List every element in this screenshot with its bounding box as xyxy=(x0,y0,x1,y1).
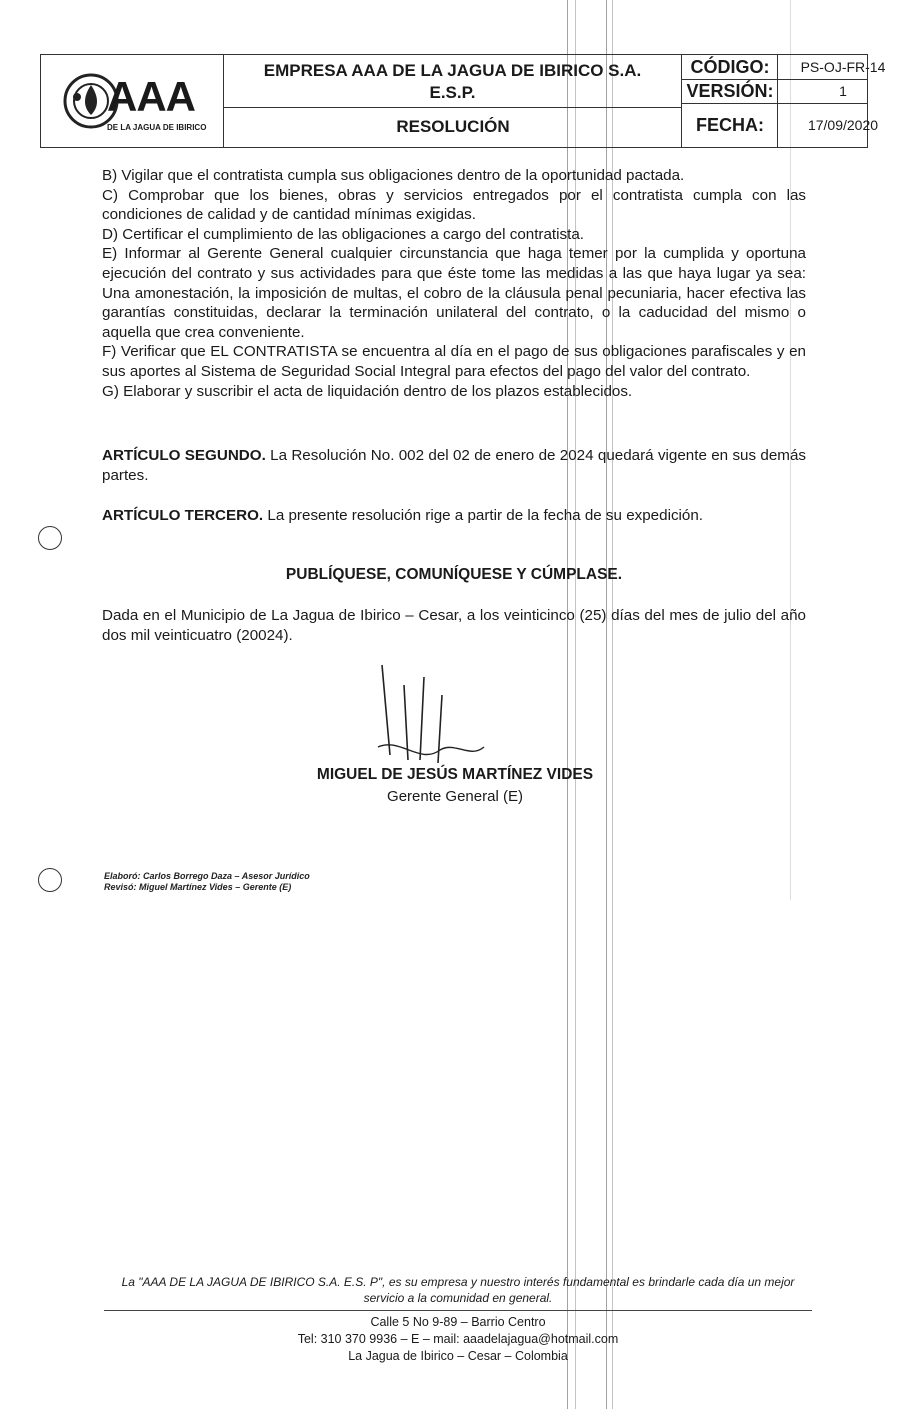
code-value: PS-OJ-FR-14 xyxy=(777,55,908,79)
list-item: D) Certificar el cumplimiento de las obligaciones a cargo del contratista. xyxy=(102,225,585,243)
list-item: B) Vigilar que el contratista cumpla sus obligaciones dentro de la oportunidad pactada. xyxy=(102,167,685,184)
motto-line1: La "AAA DE LA JAGUA DE IBIRICO S.A. E.S. P", es su empresa y nuestro interés fundamental es brindarle cada día un mejor xyxy=(121,1275,795,1289)
version-label: VERSIÓN: xyxy=(681,79,778,103)
footer-motto xyxy=(100,1274,816,1306)
credits xyxy=(104,871,404,893)
signer-name: MIGUEL DE JESÚS MARTÍNEZ VIDES xyxy=(316,766,594,783)
company-name xyxy=(223,55,681,107)
footer-divider xyxy=(104,1310,812,1311)
article-second xyxy=(102,446,806,485)
company-logo xyxy=(41,55,223,147)
obligations-list xyxy=(102,166,806,401)
given-in-text: Dada en el Municipio de La Jagua de Ibirico – Cesar, a los veinticinco (25) días del mes de julio del año dos mil veinticuatro (20024). xyxy=(102,607,806,644)
date-label: FECHA: xyxy=(681,103,778,147)
list-item: G) Elaborar y suscribir el acta de liquidación dentro de los plazos establecidos. xyxy=(102,382,633,400)
code-label: CÓDIGO: xyxy=(681,55,778,79)
signer-role: Gerente General (E) xyxy=(387,788,523,805)
company-name-line1: EMPRESA AAA DE LA JAGUA DE IBIRICO S.A. xyxy=(263,61,642,80)
list-item: E) Informar al Gerente General cualquier circunstancia que haga temer por la cumplida y oportuna ejecución del contrato y sus actividades para que éste tome las medidas a las que haya lugar ya sea: Una amonestación, la imposición de multas, el cobro de la cláusula penal pecuniaria, hacer efectiva las garantías constituidas, declarar la terminación unilateral del contrato, o la caducidad del mismo o aquella que crea conveniente. xyxy=(102,245,806,341)
handwritten-signature xyxy=(360,655,520,775)
document-type: RESOLUCIÓN xyxy=(223,107,682,147)
footer-contact xyxy=(200,1314,716,1365)
company-name-line2: E.S.P. xyxy=(429,83,476,102)
article-title: ARTÍCULO SEGUNDO. xyxy=(102,447,266,464)
article-third xyxy=(102,506,806,526)
list-item: C) Comprobar que los bienes, obras y servicios entregados por el contratista cumpla con las condiciones de calidad y de cantidad mínimas exigidas. xyxy=(102,186,806,224)
given-in-statement xyxy=(102,606,806,645)
article-text: La presente resolución rige a partir de la fecha de su expedición. xyxy=(263,507,704,524)
reviewed-by: Revisó: Miguel Martínez Vides – Gerente (E) xyxy=(104,882,292,892)
logo-mark: AAA xyxy=(107,73,195,120)
article-title: ARTÍCULO TERCERO. xyxy=(102,507,264,524)
closing-statement: PUBLÍQUESE, COMUNÍQUESE Y CÚMPLASE. xyxy=(285,566,623,583)
footer-phone: Tel: 310 370 9936 – E – mail: aaadelajagua@hotmail.com xyxy=(297,1332,619,1346)
footer-address: Calle 5 No 9-89 – Barrio Centro xyxy=(370,1315,546,1329)
version-value: 1 xyxy=(777,79,908,103)
article-text: La Resolución No. 002 del 02 de enero de 2024 quedará vigente en sus demás partes. xyxy=(102,447,806,484)
binder-hole xyxy=(38,868,62,892)
footer-city: La Jagua de Ibirico – Cesar – Colombia xyxy=(348,1349,568,1363)
prepared-by: Elaboró: Carlos Borrego Daza – Asesor Jurídico xyxy=(104,871,310,881)
date-value: 17/09/2020 xyxy=(777,103,908,147)
motto-line2: servicio a la comunidad en general. xyxy=(363,1291,553,1305)
list-item: F) Verificar que EL CONTRATISTA se encuentra al día en el pago de sus obligaciones parafiscales y en sus aportes al Sistema de Seguridad Social Integral para efectos del pago del valor del contrato. xyxy=(102,343,806,380)
logo-subtitle: DE LA JAGUA DE IBIRICO xyxy=(107,123,207,132)
document-header xyxy=(40,54,886,148)
binder-hole xyxy=(38,526,62,550)
